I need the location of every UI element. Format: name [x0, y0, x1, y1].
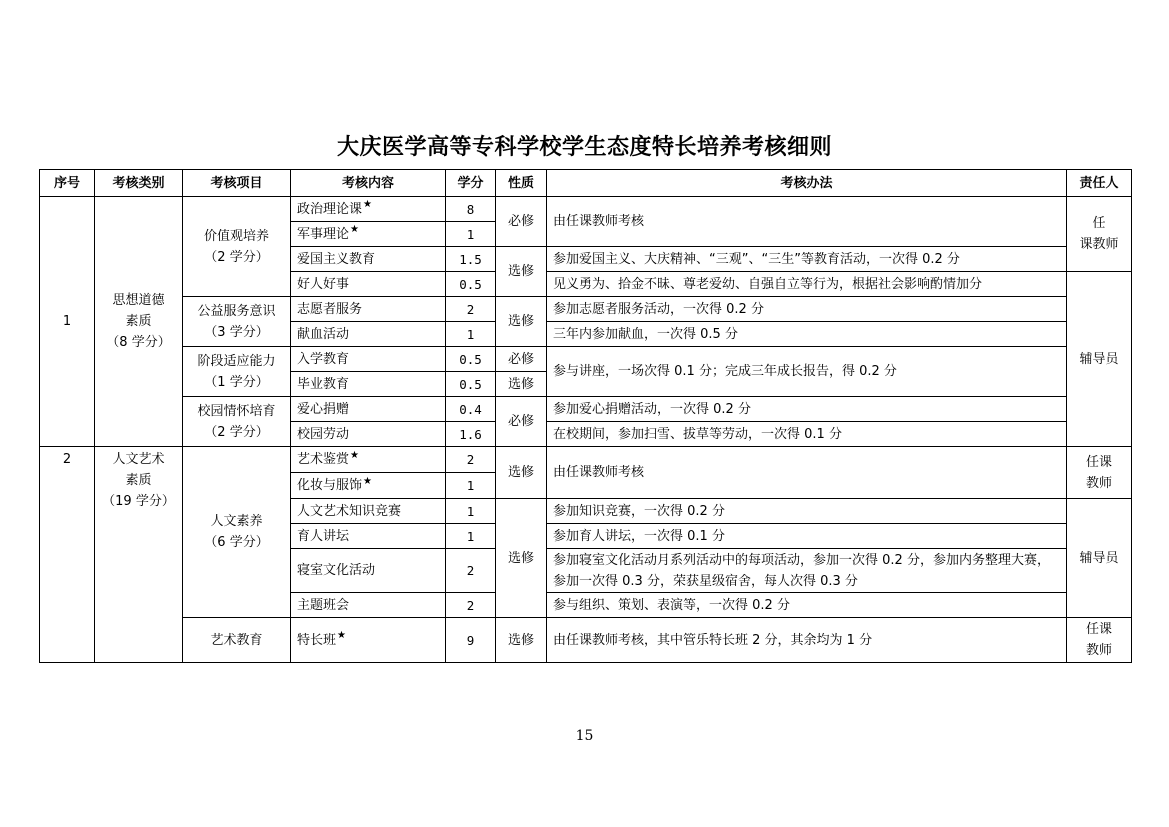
header-owner: 责任人 — [1067, 170, 1132, 197]
star-icon: ★ — [363, 475, 372, 487]
nature-cell: 选修 — [496, 499, 547, 618]
credit-cell: 2 — [446, 549, 496, 593]
owner-cell: 任 课教师 — [1067, 197, 1132, 272]
method-cell: 由任课教师考核 — [547, 447, 1067, 499]
table-row — [40, 297, 1132, 322]
header-nature: 性质 — [496, 170, 547, 197]
credit-cell: 2 — [446, 297, 496, 322]
content-cell: 特长班★ — [291, 618, 446, 663]
item-credit: （3 学分） — [204, 324, 269, 340]
header-category: 考核类别 — [95, 170, 183, 197]
category-line: 素质 — [125, 314, 152, 329]
table-row — [40, 618, 1132, 663]
item-cell — [183, 197, 291, 297]
content-cell: 爱国主义教育 — [291, 247, 446, 272]
item-credit: （6 学分） — [204, 535, 269, 550]
item-name: 艺术教育 — [210, 632, 263, 648]
category-line: 思想道德 — [112, 293, 165, 308]
category-line: 素质 — [125, 473, 152, 488]
credit-cell: 1.5 — [446, 247, 496, 272]
star-icon: ★ — [363, 199, 372, 211]
item-credit: （2 学分） — [204, 249, 269, 265]
item-credit: （1 学分） — [204, 374, 269, 390]
credit-cell: 1 — [446, 524, 496, 549]
nature-cell: 必修 — [496, 397, 547, 447]
table-row — [40, 397, 1132, 422]
owner-cell: 任课 教师 — [1067, 618, 1132, 663]
method-cell: 参加知识竞赛，一次得 0.2 分 — [547, 499, 1067, 524]
item-name: 校园情怀培育 — [197, 403, 276, 419]
credit-cell: 0.5 — [446, 347, 496, 372]
credit-cell: 1 — [446, 222, 496, 247]
method-cell: 由任课教师考核，其中管乐特长班 2 分，其余均为 1 分 — [547, 618, 1067, 663]
content-cell: 爱心捐赠 — [291, 397, 446, 422]
credit-cell: 2 — [446, 447, 496, 473]
category-credit: （8 学分） — [106, 335, 171, 350]
method-cell: 三年内参加献血，一次得 0.5 分 — [547, 322, 1067, 347]
credit-cell: 8 — [446, 197, 496, 222]
nature-cell: 选修 — [496, 447, 547, 499]
content-cell: 政治理论课★ — [291, 197, 446, 222]
nature-cell: 必修 — [496, 347, 547, 372]
category-cell — [95, 197, 183, 447]
page-number: 15 — [575, 728, 594, 744]
method-cell: 在校期间，参加扫雪、拔草等劳动，一次得 0.1 分 — [547, 422, 1067, 447]
owner-cell: 任课 教师 — [1067, 447, 1132, 499]
content-cell: 艺术鉴赏★ — [291, 447, 446, 473]
item-name: 价值观培养 — [203, 228, 269, 244]
nature-cell: 选修 — [496, 247, 547, 297]
seq-cell: 1 — [40, 197, 95, 447]
owner-cell: 辅导员 — [1067, 272, 1132, 447]
category-credit: （19 学分） — [102, 494, 175, 509]
item-credit: （2 学分） — [204, 424, 269, 440]
credit-cell: 0.5 — [446, 272, 496, 297]
category-cell — [95, 447, 183, 663]
nature-cell: 选修 — [496, 372, 547, 397]
method-cell: 参加志愿者服务活动，一次得 0.2 分 — [547, 297, 1067, 322]
table-row — [40, 347, 1132, 372]
method-cell: 见义勇为、拾金不昧、尊老爱幼、自强自立等行为，根据社会影响酌情加分 — [547, 272, 1067, 297]
credit-cell: 1 — [446, 499, 496, 524]
table-row — [40, 197, 1132, 222]
item-cell — [183, 618, 291, 663]
nature-cell: 选修 — [496, 297, 547, 347]
method-cell: 参加爱国主义、大庆精神、“三观”、“三生”等教育活动，一次得 0.2 分 — [547, 247, 1067, 272]
header-method: 考核办法 — [547, 170, 1067, 197]
owner-cell: 辅导员 — [1067, 499, 1132, 618]
item-cell — [183, 297, 291, 347]
content-cell: 献血活动 — [291, 322, 446, 347]
star-icon: ★ — [350, 449, 359, 461]
table-row — [40, 447, 1132, 473]
header-credit: 学分 — [446, 170, 496, 197]
content-cell: 寝室文化活动 — [291, 549, 446, 593]
item-name: 人文素养 — [210, 514, 263, 529]
item-cell — [183, 397, 291, 447]
content-cell: 人文艺术知识竞赛 — [291, 499, 446, 524]
content-cell: 校园劳动 — [291, 422, 446, 447]
table-header-row — [40, 170, 1132, 197]
content-cell: 育人讲坛 — [291, 524, 446, 549]
item-cell — [183, 447, 291, 618]
content-cell: 化妆与服饰★ — [291, 473, 446, 499]
credit-cell: 0.4 — [446, 397, 496, 422]
star-icon: ★ — [337, 630, 346, 642]
method-cell: 参加寝室文化活动月系列活动中的每项活动，参加一次得 0.2 分，参加内务整理大赛，参加一次得 0.3 分，荣获星级宿舍，每人次得 0.3 分 — [547, 549, 1067, 593]
method-cell: 参加爱心捐赠活动，一次得 0.2 分 — [547, 397, 1067, 422]
category-line: 人文艺术 — [112, 452, 165, 467]
method-cell: 由任课教师考核 — [547, 197, 1067, 247]
content-cell: 好人好事 — [291, 272, 446, 297]
method-cell: 参加育人讲坛，一次得 0.1 分 — [547, 524, 1067, 549]
method-cell: 参与组织、策划、表演等，一次得 0.2 分 — [547, 593, 1067, 618]
header-seq: 序号 — [40, 170, 95, 197]
nature-cell: 选修 — [496, 618, 547, 663]
document-title: 大庆医学高等专科学校学生态度特长培养考核细则 — [336, 135, 832, 160]
content-cell: 入学教育 — [291, 347, 446, 372]
credit-cell: 9 — [446, 618, 496, 663]
content-cell: 主题班会 — [291, 593, 446, 618]
credit-cell: 1.6 — [446, 422, 496, 447]
content-cell: 毕业教育 — [291, 372, 446, 397]
item-cell — [183, 347, 291, 397]
credit-cell: 1 — [446, 322, 496, 347]
nature-cell: 必修 — [496, 197, 547, 247]
credit-cell: 1 — [446, 473, 496, 499]
seq-cell: 2 — [40, 447, 95, 663]
assessment-table — [39, 169, 1132, 663]
content-cell: 军事理论★ — [291, 222, 446, 247]
content-cell: 志愿者服务 — [291, 297, 446, 322]
header-content: 考核内容 — [291, 170, 446, 197]
header-item: 考核项目 — [183, 170, 291, 197]
credit-cell: 0.5 — [446, 372, 496, 397]
item-name: 阶段适应能力 — [197, 353, 276, 369]
method-cell: 参与讲座，一场次得 0.1 分；完成三年成长报告，得 0.2 分 — [547, 347, 1067, 397]
star-icon: ★ — [350, 224, 359, 236]
item-name: 公益服务意识 — [197, 303, 276, 319]
credit-cell: 2 — [446, 593, 496, 618]
